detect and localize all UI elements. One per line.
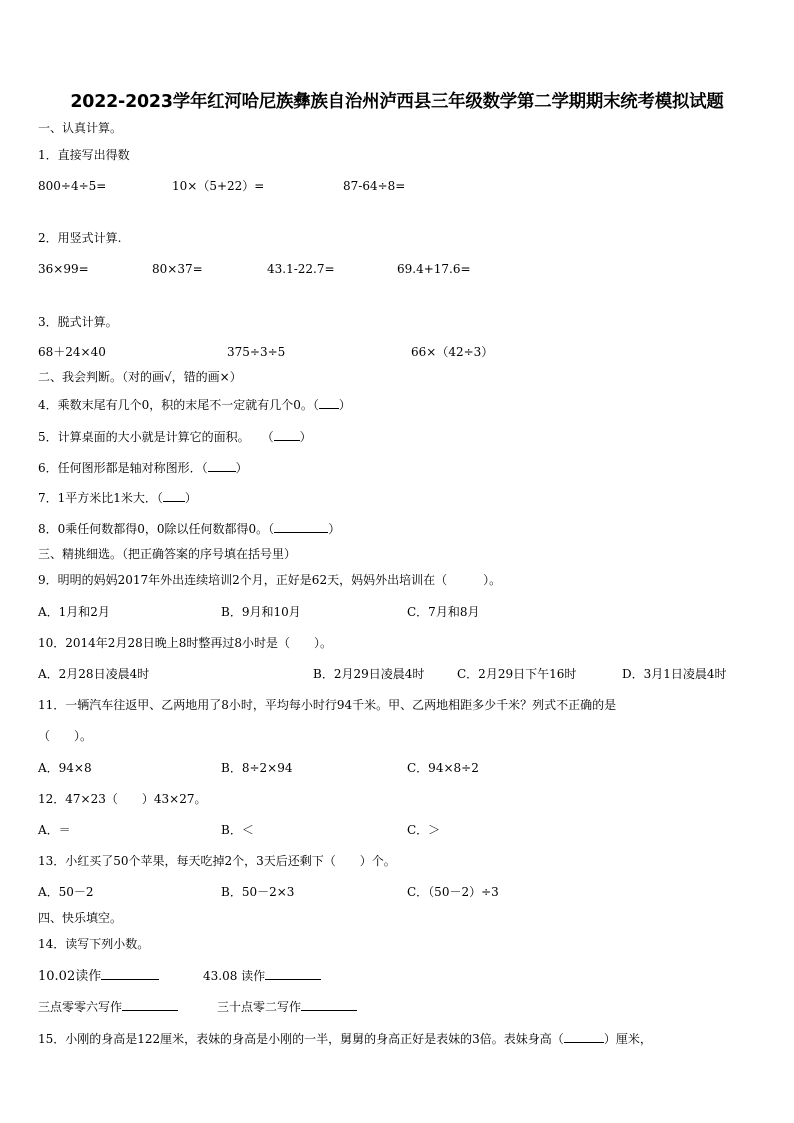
q15-blank[interactable] (564, 1030, 604, 1043)
q14-a-blank[interactable] (101, 967, 159, 980)
q4-blank[interactable] (319, 396, 339, 409)
q7-close: ） (184, 491, 197, 505)
q5-blank[interactable] (274, 428, 300, 441)
q14-item-b (203, 967, 321, 984)
q14-d-text: 三十点零二写作 (217, 1000, 302, 1014)
section-4-heading: 四、快乐填空。 (38, 911, 123, 925)
q2-item-2: 80×37= (152, 262, 203, 276)
q15-tail: ）厘米， (603, 1032, 652, 1046)
q4-close: ） (338, 398, 351, 412)
q14-d-blank[interactable] (301, 998, 357, 1011)
q13-option-a[interactable]: A．50－2 (38, 885, 94, 899)
q14-item-a (38, 967, 159, 985)
q6-blank[interactable] (208, 459, 236, 472)
q10-stem: 10．2014年2月28日晚上8时整再过8小时是（ ）。 (38, 636, 332, 650)
q12-option-b[interactable]: B．＜ (221, 823, 254, 837)
q8-line (38, 520, 340, 537)
q12-stem: 12．47×23（ ）43×27。 (38, 792, 207, 806)
q14-stem: 14．读写下列小数。 (38, 937, 150, 951)
q3-item-2: 375÷3÷5 (227, 345, 286, 359)
q14-b-blank[interactable] (265, 967, 321, 980)
q1-item-1: 800÷4÷5= (38, 179, 107, 193)
q5-line (38, 428, 312, 445)
q10-option-a[interactable]: A．2月28日凌晨4时 (38, 667, 150, 681)
q1-item-2: 10×（5+22）= (172, 179, 265, 193)
q11-option-a[interactable]: A．94×8 (38, 761, 92, 775)
q6-close: ） (235, 461, 248, 475)
q14-item-d (217, 998, 357, 1015)
q13-option-c[interactable]: C．（50－2）÷3 (407, 885, 499, 899)
q9-option-c[interactable]: C．7月和8月 (407, 605, 480, 619)
q14-a-text: 10.02读作 (38, 969, 102, 984)
q6-text: 6．任何图形都是轴对称图形．（ (38, 461, 208, 475)
q8-blank[interactable] (274, 520, 328, 533)
section-3-heading: 三、精挑细选。（把正确答案的序号填在括号里） (38, 547, 297, 561)
q11-stem-cont: （ ）。 (38, 729, 93, 743)
q9-stem: 9．明明的妈妈2017年外出连续培训2个月，正好是62天，妈妈外出培训在（ ）。 (38, 573, 502, 587)
section-1-heading: 一、认真计算。 (38, 121, 123, 135)
q5-close: ） (299, 430, 312, 444)
q6-line (38, 459, 248, 476)
q15-line (38, 1030, 652, 1047)
q8-text: 8．0乘任何数都得0，0除以任何数都得0。（ (38, 522, 275, 536)
q4-text: 4．乘数末尾有几个0，积的末尾不一定就有几个0。（ (38, 398, 319, 412)
q14-item-c (38, 998, 178, 1015)
q7-text: 7．1平方米比1米大．（ (38, 491, 163, 505)
q4-line (38, 396, 351, 413)
q9-option-b[interactable]: B．9月和10月 (221, 605, 301, 619)
q10-option-d[interactable]: D．3月1日凌晨4时 (622, 667, 727, 681)
q2-stem: 2．用竖式计算. (38, 231, 122, 245)
q7-line (38, 489, 197, 506)
q8-close: ） (328, 522, 341, 536)
page-title: 2022-2023学年红河哈尼族彝族自治州泸西县三年级数学第二学期期末统考模拟试题 (70, 92, 724, 112)
section-2-heading: 二、我会判断。（对的画√，错的画×） (38, 370, 242, 384)
q3-stem: 3．脱式计算。 (38, 315, 118, 329)
q12-option-c[interactable]: C．＞ (407, 823, 441, 837)
q3-item-3: 66×（42÷3） (411, 345, 494, 359)
q2-item-1: 36×99= (38, 262, 89, 276)
q9-option-a[interactable]: A．1月和2月 (38, 605, 110, 619)
q13-stem: 13．小红买了50个苹果，每天吃掉2个，3天后还剩下（ ）个。 (38, 854, 396, 868)
q10-option-c[interactable]: C．2月29日下午16时 (457, 667, 577, 681)
q5-text: 5．计算桌面的大小就是计算它的面积。 （ (38, 430, 274, 444)
q3-item-1: 68＋24×40 (38, 345, 106, 359)
q10-option-b[interactable]: B．2月29日凌晨4时 (313, 667, 425, 681)
q1-stem: 1．直接写出得数 (38, 148, 130, 162)
q14-c-blank[interactable] (122, 998, 178, 1011)
q7-blank[interactable] (163, 489, 185, 502)
q11-stem: 11．一辆汽车往返甲、乙两地用了8小时，平均每小时行94千米。甲、乙两地相距多少千米？列式不正确的是 (38, 698, 617, 712)
q13-option-b[interactable]: B．50－2×3 (221, 885, 295, 899)
q2-item-3: 43.1-22.7= (267, 262, 335, 276)
q12-option-a[interactable]: A．＝ (38, 823, 71, 837)
q14-c-text: 三点零零六写作 (38, 1000, 123, 1014)
q2-item-4: 69.4+17.6= (397, 262, 471, 276)
q15-text: 15．小刚的身高是122厘米，表妹的身高是小刚的一半，舅舅的身高正好是表妹的3倍。表妹身高（ (38, 1032, 564, 1046)
q11-option-c[interactable]: C．94×8÷2 (407, 761, 479, 775)
q14-b-text: 43.08 读作 (203, 969, 266, 983)
q1-item-3: 87-64÷8= (343, 179, 406, 193)
q11-option-b[interactable]: B．8÷2×94 (221, 761, 293, 775)
